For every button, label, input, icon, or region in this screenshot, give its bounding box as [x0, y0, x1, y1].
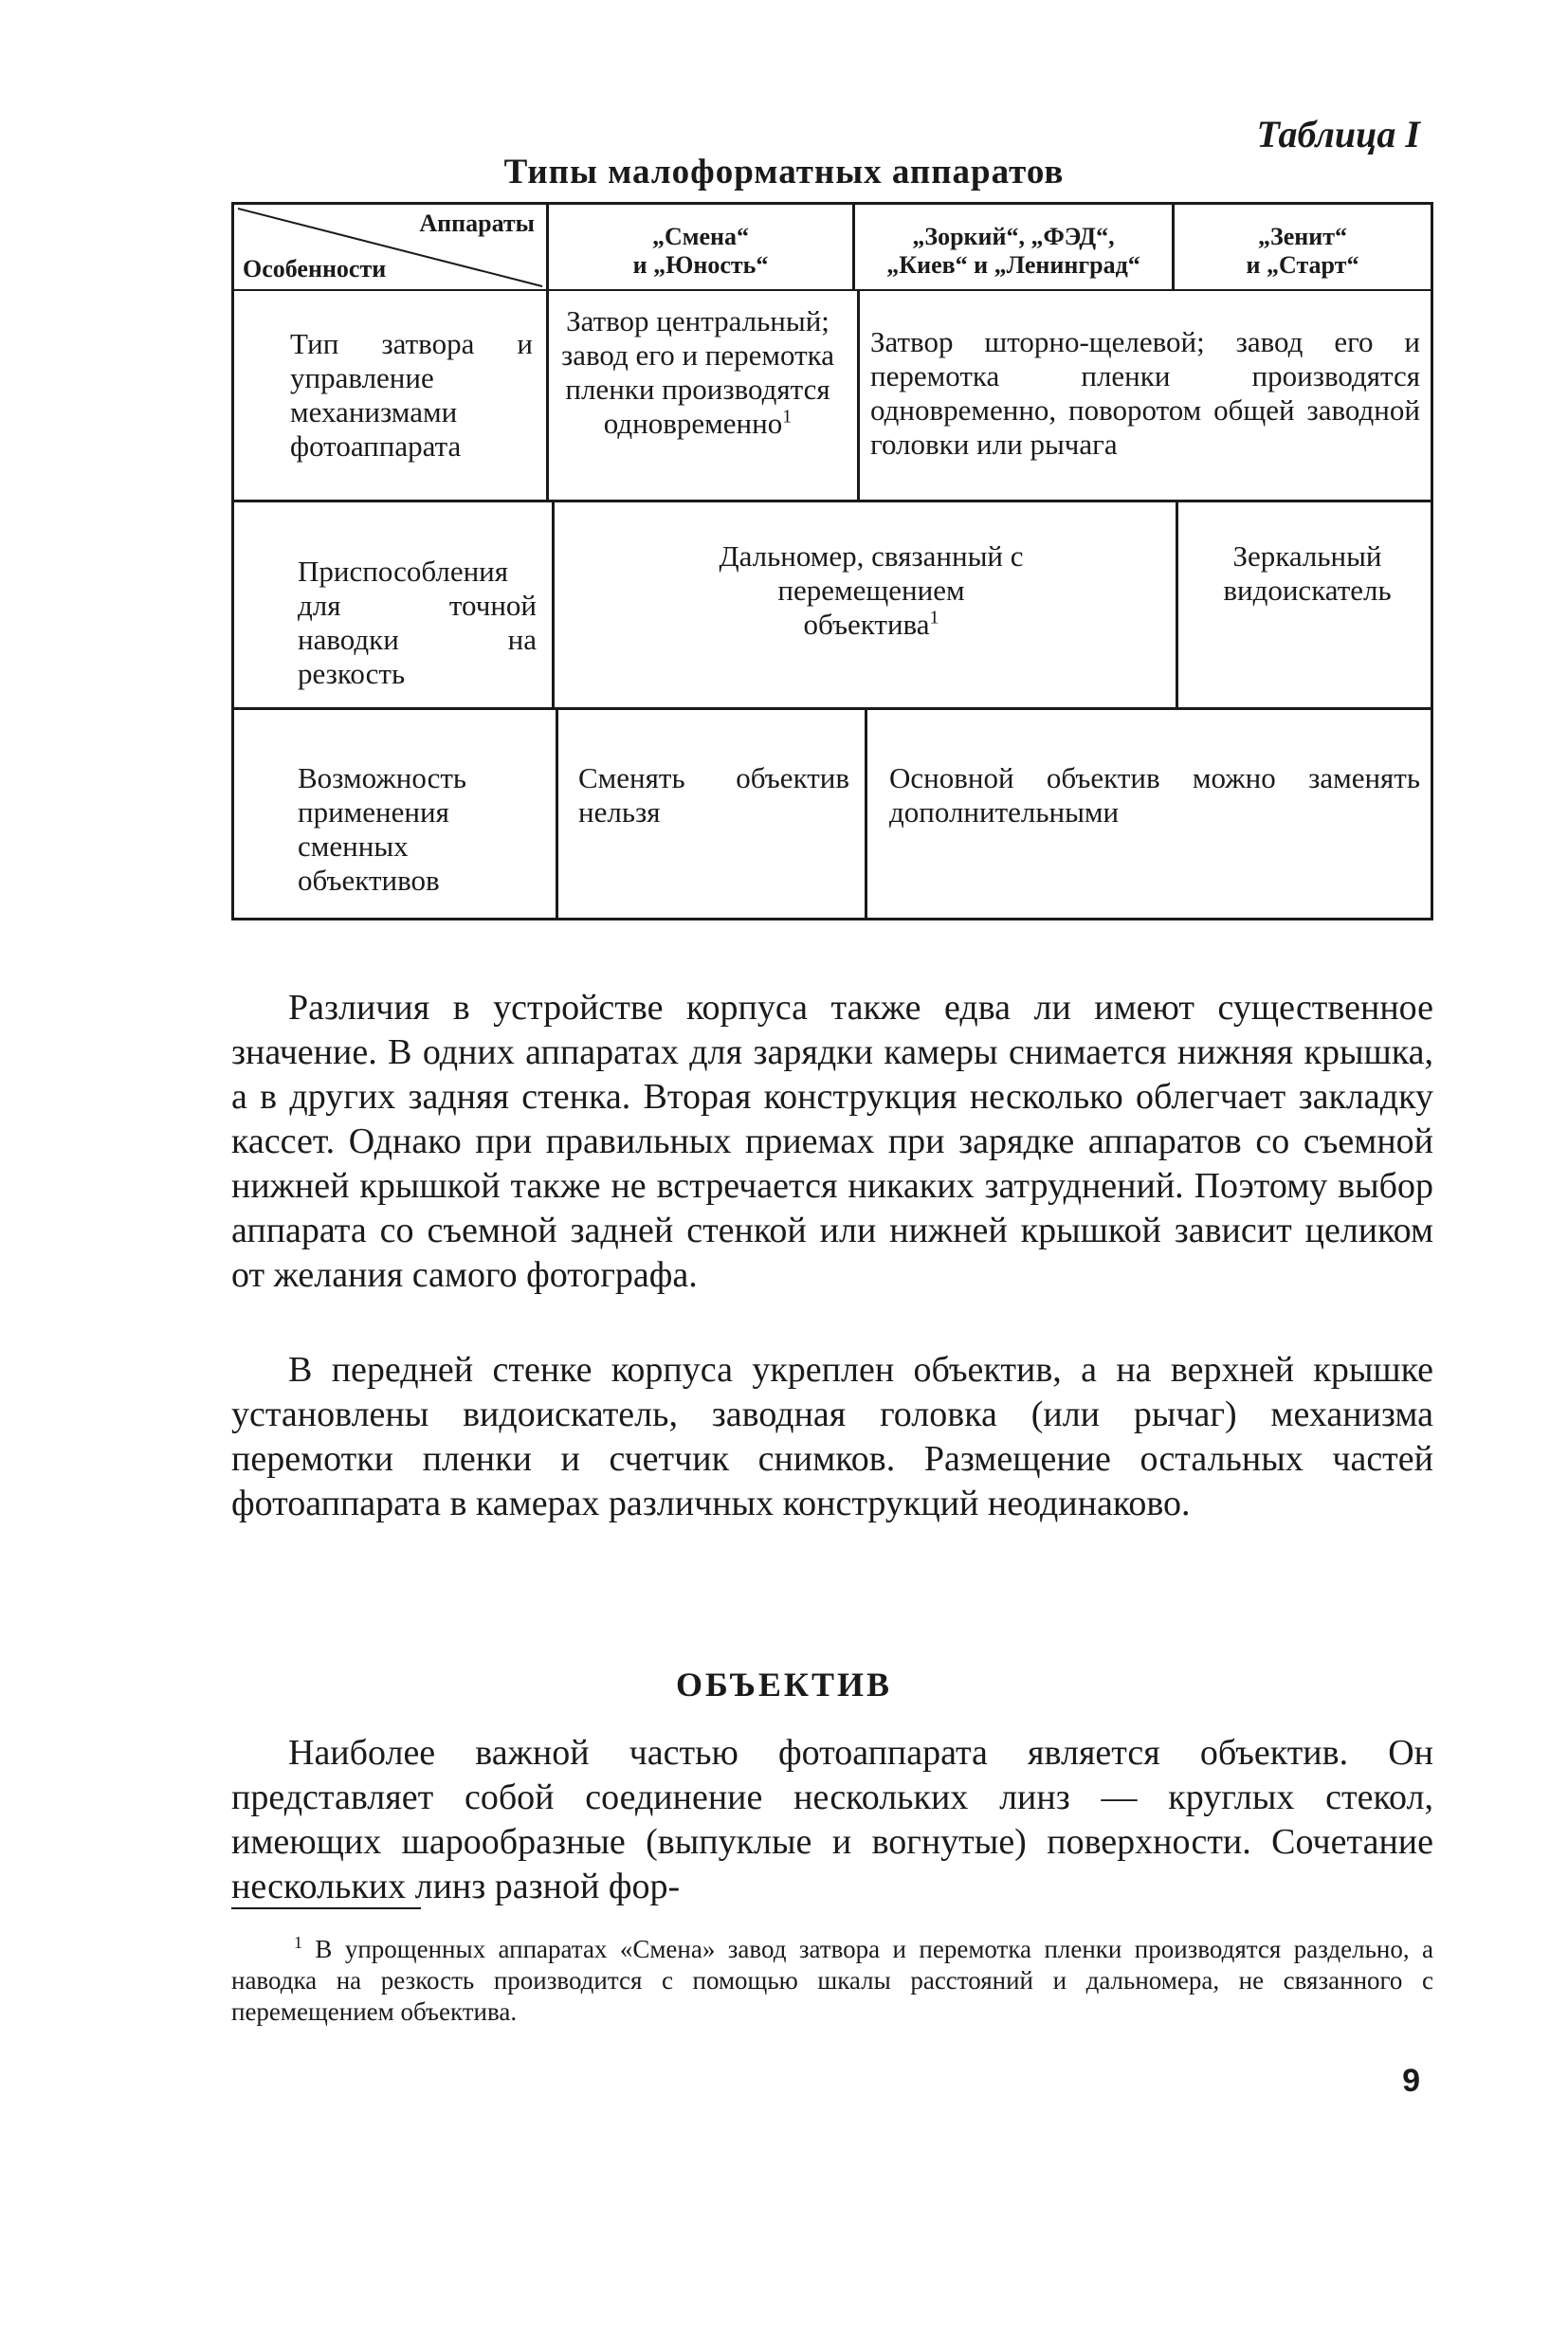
table-title: Типы малоформатных аппаратов: [503, 153, 1065, 191]
row3-col23: Основной объектив можно заменять дополнительными: [889, 761, 1420, 829]
page-number: 9: [1402, 2063, 1420, 2099]
row1-col1: [556, 304, 840, 441]
row3-divider-1: [556, 710, 558, 918]
row3-col1: Сменять объектив нельзя: [578, 761, 849, 829]
table-left-border: [231, 202, 234, 920]
row1-col23: Затвор шторно-щелевой; завод его и перемотка пленки производятся одновременно, поворотом общей заводной головки или рычага: [870, 325, 1420, 461]
row2-col12-text: Дальномер, связанный с перемещением объектива: [719, 539, 1024, 641]
corner-top-label: Аппараты: [419, 210, 535, 237]
footnote: [231, 1934, 1433, 2028]
paragraph-2: В передней стенке корпуса укреплен объектив, а на верхней крышке установлены видоискатель, заводная головка (или рычаг) механизма перемотки пленки и счетчик снимков. Размещение остальных частей фотоаппарата в камерах различных конструкций неодинаково.: [231, 1350, 1433, 1523]
row2-divider-2: [1176, 502, 1178, 707]
row3-divider-2: [865, 710, 867, 918]
row2-col12: [715, 539, 1028, 642]
row1-divider-1: [546, 289, 549, 500]
col-header-smena: [549, 223, 852, 280]
cameras-table: [231, 202, 1433, 941]
footnote-rule: [231, 1907, 421, 1909]
section-paragraph: Наиболее важной частью фотоаппарата является объектив. Он представляет собой соединение нескольких линз — круглых стекол, имеющих шарообразные (выпуклые и вогнутые) поверхности. Сочетание нескольких линз разной фор-: [231, 1733, 1433, 1906]
table-bottom-rule: [231, 918, 1433, 920]
section-title: ОБЪЕКТИВ: [675, 1666, 893, 1704]
row2-divider-1: [552, 502, 555, 707]
footnote-marker: 1: [294, 1933, 302, 1952]
row2-col3: Зеркальный видоискатель: [1223, 539, 1392, 607]
row1-divider-2: [857, 289, 860, 500]
col-header-smena-line1: „Смена“: [651, 223, 749, 250]
col-header-zorkiy: [855, 223, 1172, 280]
row2-feature: Приспособления для точной наводки на резкость: [298, 555, 537, 690]
col-header-zorkiy-line2: „Киев“ и „Ленинград“: [886, 251, 1140, 279]
header-rule: [231, 289, 1433, 291]
row1-rule: [231, 500, 1433, 502]
row1-feature: Тип затвора и управление механизмами фотоаппарата: [290, 327, 533, 463]
row1-col1-footnote-mark: 1: [782, 406, 793, 428]
row3-feature: Возможность применения сменных объективов: [298, 761, 467, 897]
col-header-zenit: [1175, 223, 1431, 280]
col-header-smena-line2: и „Юность“: [632, 251, 769, 279]
row1-col1-text: Затвор центральный; завод его и перемотка пленки производятся одновременно: [560, 304, 835, 440]
corner-bottom-label: Особенности: [243, 255, 387, 282]
col-header-zorkiy-line1: „Зоркий“, „ФЭД“,: [912, 223, 1115, 250]
footnote-text: В упрощенных аппаратах «Смена» завод затвора и перемотка пленки производятся раздельно, а наводка на резкость производится с помощью шкалы расстояний и дальномера, не связанного с перемещением объектива.: [231, 1935, 1433, 2026]
col-header-zenit-line2: и „Старт“: [1246, 251, 1359, 279]
paragraph-1: Различия в устройстве корпуса также едва ли имеют существенное значение. В одних аппаратах для зарядки камеры снимается нижняя крышка, а в других задняя стенка. Вторая конструкция несколько облегчает закладку кассет. Однако при правильных приемах при зарядке аппаратов со съемной нижней крышкой также не встречается никаких затруднений. Поэтому выбор аппарата со съемной задней стенкой или нижней крышкой зависит целиком от желания самого фотографа.: [231, 988, 1433, 1295]
table-right-border: [1431, 202, 1433, 920]
table-label: Таблица I: [1256, 113, 1420, 155]
col-header-zenit-line1: „Зенит“: [1258, 223, 1347, 250]
row2-col12-footnote-mark: 1: [929, 607, 939, 629]
row2-rule: [231, 707, 1433, 710]
